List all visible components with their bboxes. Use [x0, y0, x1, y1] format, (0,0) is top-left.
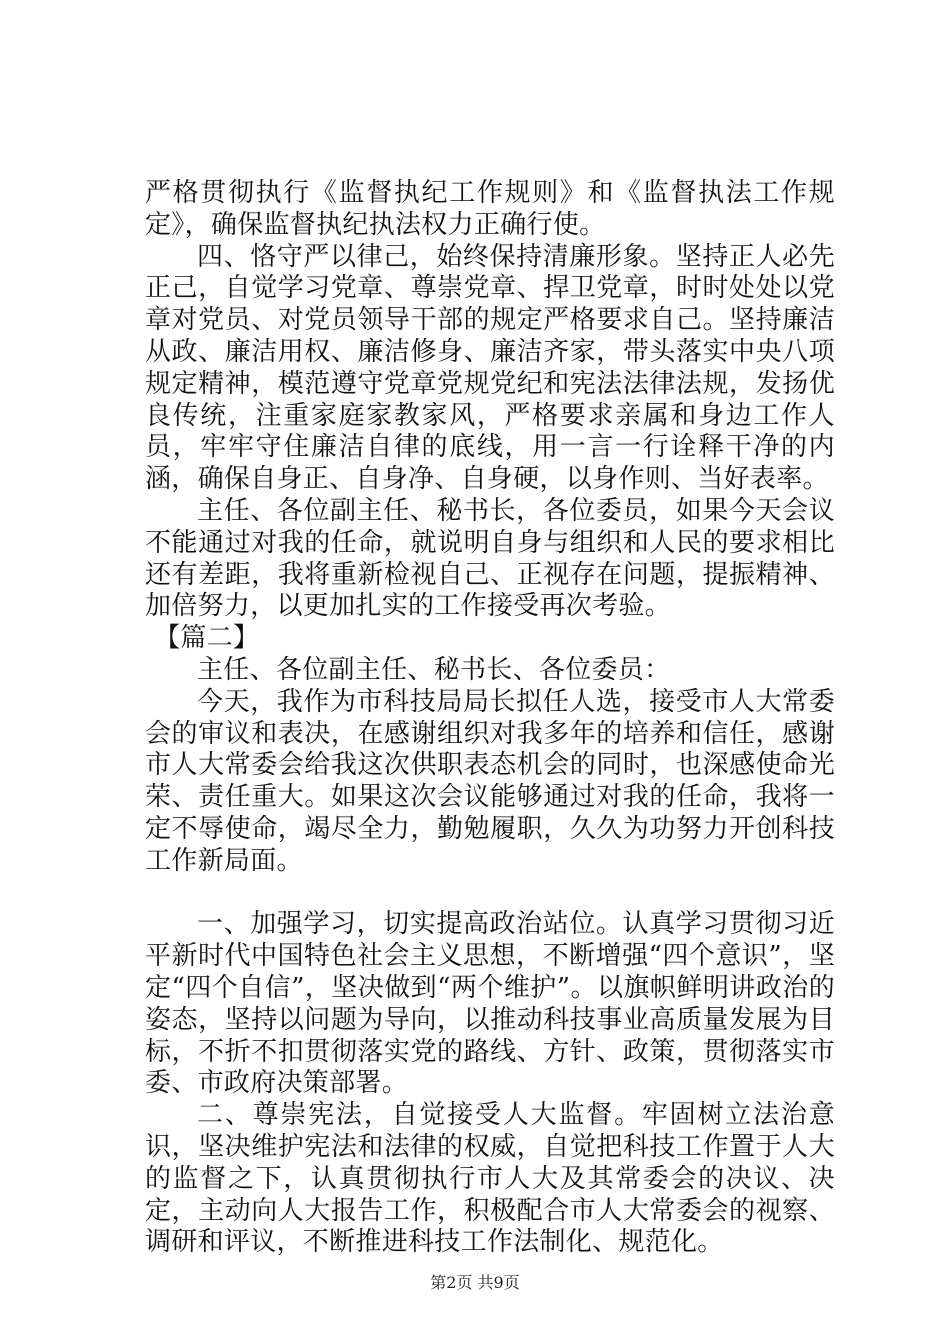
document-body — [145, 178, 835, 1259]
paragraph-point-one: 一、加强学习，切实提高政治站位。认真学习贯彻习近平新时代中国特色社会主义思想，不断增强“四个意识”，坚定“四个自信”，坚决做到“两个维护”。以旗帜鲜明讲政治的姿态，坚持以问题为导向，以推动科技事业高质量发展为目标，不折不扣贯彻落实党的路线、方针、政策，贯彻落实市委、市政府决策部署。 — [145, 909, 835, 1099]
paragraph-point-two: 二、尊崇宪法，自觉接受人大监督。牢固树立法治意识，坚决维护宪法和法律的权威，自觉把科技工作置于人大的监督之下，认真贯彻执行市人大及其常委会的决议、决定，主动向人大报告工作，积极配合市人大常委会的视察、调研和评议，不断推进科技工作法制化、规范化。 — [145, 1100, 835, 1258]
paragraph-salutation: 主任、各位副主任、秘书长、各位委员： — [197, 654, 671, 685]
page-number-footer: 第2页 共9页 — [430, 1273, 520, 1292]
paragraph-closing: 主任、各位副主任、秘书长，各位委员，如果今天会议不能通过对我的任命，就说明自身与组织和人民的要求相比还有差距，我将重新检视自己、正视存在问题，提振精神、加倍努力，以更加扎实的工作接受再次考验。 — [145, 495, 835, 622]
paragraph-introduction: 今天，我作为市科技局局长拟任人选，接受市人大常委会的审议和表决，在感谢组织对我多年的培养和信任，感谢市人大常委会给我这次供职表态机会的同时，也深感使命光荣、责任重大。如果这次会议能够通过对我的任命，我将一定不辱使命，竭尽全力，勤勉履职，久久为功努力开创科技工作新局面。 — [145, 686, 835, 876]
paragraph-continuation: 严格贯彻执行《监督执纪工作规则》和《监督执法工作规定》，确保监督执纪执法权力正确行使。 — [145, 178, 835, 240]
paragraph-section-four: 四、恪守严以律己，始终保持清廉形象。坚持正人必先正己，自觉学习党章、尊崇党章、捍卫党章，时时处处以党章对党员、对党员领导干部的规定严格要求自己。坚持廉洁从政、廉洁用权、廉洁修身、廉洁齐家，带头落实中央八项规定精神，模范遵守党章党规党纪和宪法法律法规，发扬优良传统，注重家庭家教家风，严格要求亲属和身边工作人员，牢牢守住廉洁自律的底线，用一言一行诠释干净的内涵，确保自身正、自身净、自身硬，以身作则、当好表率。 — [145, 241, 835, 495]
section-heading-part-two: 【篇二】 — [154, 623, 260, 654]
blank-line — [145, 878, 835, 910]
